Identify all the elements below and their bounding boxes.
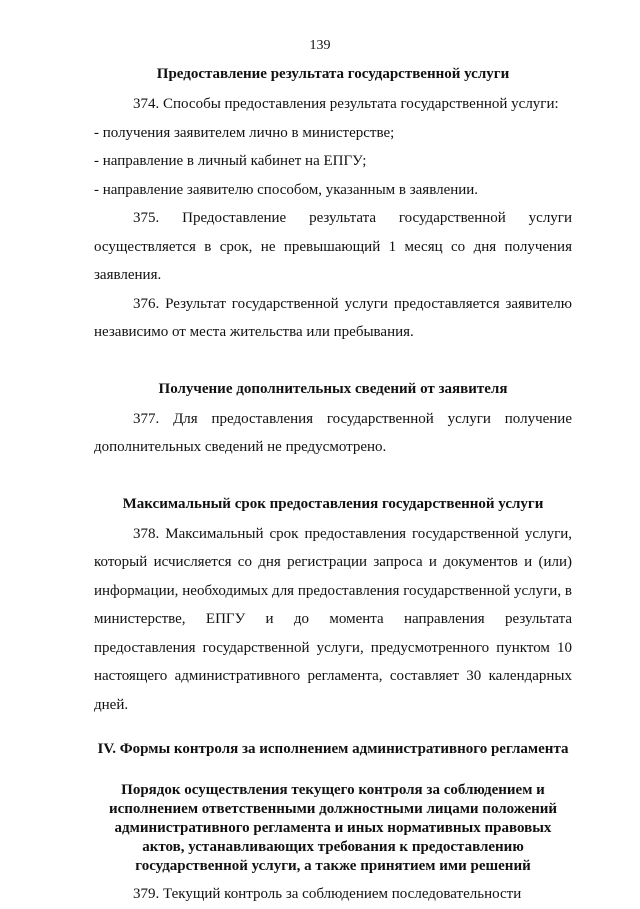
paragraph-379: 379. Текущий контроль за соблюдением последовательности [133,886,522,902]
paragraph-376: 376. Результат государственной услуги предоставляется заявителю независимо от места жительства или пребывания. [94,295,572,340]
page-number: 139 [309,38,331,53]
paragraph-374: 374. Способы предоставления результата государственной услуги: [133,96,559,112]
page-content [94,64,572,909]
additional-info-heading: Получение дополнительных сведений от заявителя [158,380,508,397]
paragraph-374-item-2: - направление в личный кабинет на ЕПГУ; [94,153,367,169]
paragraph-375: 375. Предоставление результата государственной услуги осуществляется в срок, не превышающий 1 месяц со дня получения заявления. [94,210,572,283]
result-heading: Предоставление результата государственной услуги [156,66,510,82]
control-heading: Порядок осуществления текущего контроля за соблюдением и исполнением ответственными должностными лицами положений административного регламента и иных нормативных правовых актов, устанавливающих требования к предоставлению государственной услуги, а также принятием ими решений [108,782,558,874]
chapter-heading: IV. Формы контроля за исполнением административного регламента [97,741,569,757]
paragraph-377: 377. Для предоставления государственной услуги получение дополнительных сведений не предусмотрено. [94,410,572,455]
paragraph-374-item-1: - получения заявителем лично в министерстве; [94,124,395,141]
paragraph-378: 378. Максимальный срок предоставления государственной услуги, который исчисляется со дня регистрации запроса и документов и (или) информации, необходимых для предоставления государственной услуги, в министерстве, ЕПГУ и до момента направления результата предоставления государственной услуги, предусмотренного пунктом 10 настоящего административного регламента, составляет 30 календарных дней. [94,525,572,713]
paragraph-374-item-3: - направление заявителю способом, указанным в заявлении. [94,181,479,198]
max-term-heading: Максимальный срок предоставления государственной услуги [122,495,544,512]
